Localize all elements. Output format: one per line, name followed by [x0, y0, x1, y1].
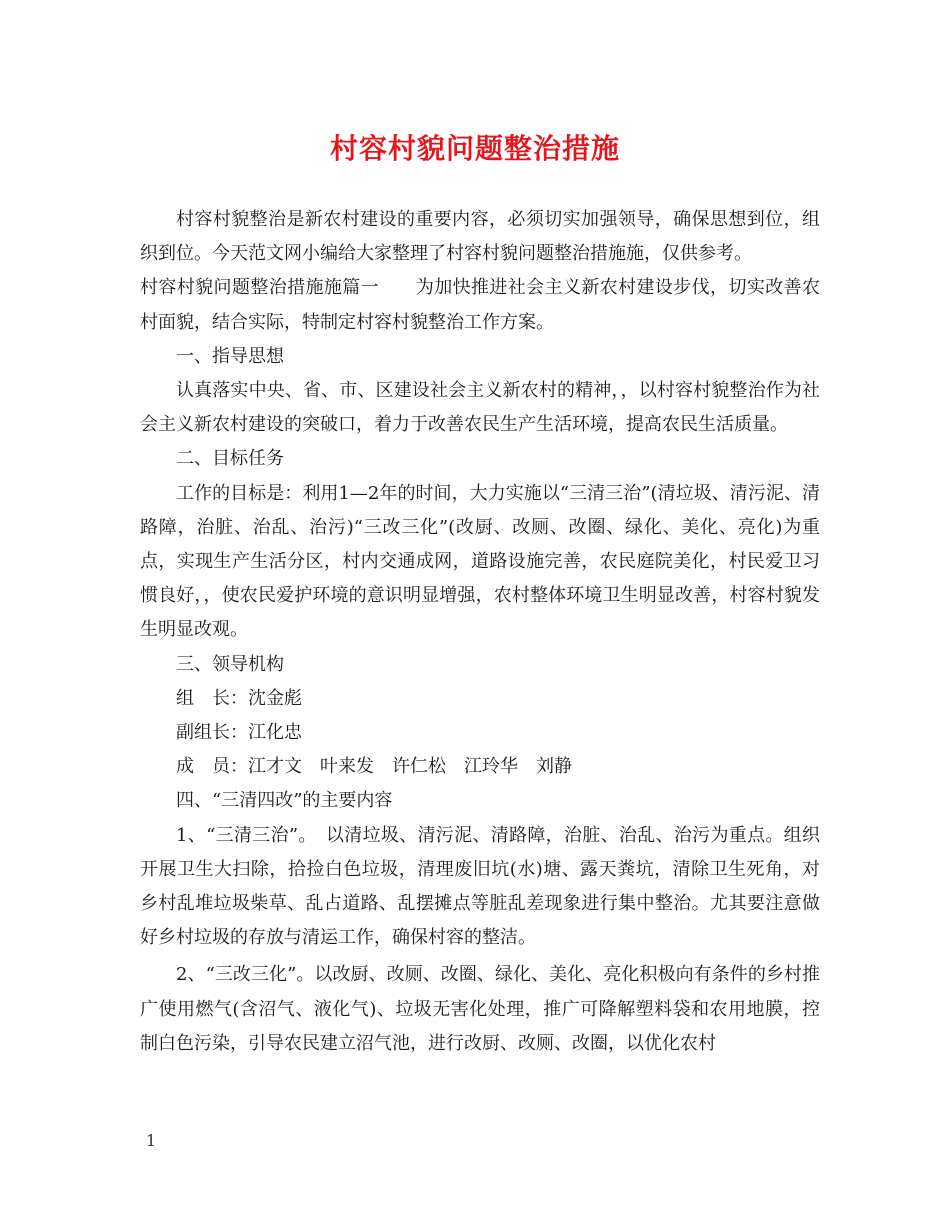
heading-main-content: 四、“三清四改”的主要内容: [176, 790, 393, 812]
guiding-thought-paragraph: 认真落实中央、省、市、区建设社会主义新农村的精神，，以村容村貌整治作为社会主义新农村建设的突破口，着力于改善农民生产生活环境，提高农民生活质量。: [140, 380, 820, 436]
three-clean-paragraph: 1、“三清三治”。 以清垃圾、清污泥、清路障，治脏、治乱、治污为重点。组织开展卫生大扫除，拾捡白色垃圾，清理废旧坑(水)塘、露天粪坑，清除卫生死角，对乡村乱堆垃圾柴草、乱占道路、乱摆摊点等脏乱差现象进行集中整治。尤其要注意做好乡村垃圾的存放与清运工作，确保村容的整洁。: [140, 824, 820, 949]
leader-line: 组 长：沈金彪: [176, 687, 302, 709]
goals-paragraph: 工作的目标是：利用1—2年的时间，大力实施以“三清三治”(清垃圾、清污泥、清路障，治脏、治乱、治污)“三改三化”(改厨、改厕、改圈、绿化、美化、亮化)为重点，实现生产生活分区，村内交通成网，道路设施完善，农民庭院美化，村民爱卫习惯良好，，使农民爱护环境的意识明显增强，农村整体环境卫生明显改善，村容村貌发生明显改观。: [140, 482, 820, 641]
heading-guiding-thought: 一、指导思想: [176, 345, 284, 367]
document-body: [140, 203, 820, 1061]
page-number: 1: [146, 1131, 157, 1150]
members-line: 成 员：江才文 叶来发 许仁松 江玲华 刘静: [176, 756, 572, 778]
heading-goals: 二、目标任务: [176, 448, 284, 470]
section-intro-paragraph: 村容村貌问题整治措施施篇一 为加快推进社会主义新农村建设步伐，切实改善农村面貌，结合实际，特制定村容村貌整治工作方案。: [140, 277, 820, 333]
deputy-leader-line: 副组长：江化忠: [176, 722, 302, 744]
three-reform-paragraph: 2、“三改三化”。以改厨、改厕、改圈、绿化、美化、亮化积极向有条件的乡村推广使用燃气(含沼气、液化气)、垃圾无害化处理，推广可降解塑料袋和农用地膜，控制白色污染，引导农民建立沼气池，进行改厨、改厕、改圈，以优化农村: [140, 964, 820, 1054]
heading-leadership: 三、领导机构: [176, 653, 284, 675]
document-title: 村容村貌问题整治措施: [329, 132, 620, 165]
intro-paragraph: 村容村貌整治是新农村建设的重要内容，必须切实加强领导，确保思想到位，组织到位。今天范文网小编给大家整理了村容村貌问题整治措施施，仅供参考。: [140, 209, 820, 265]
